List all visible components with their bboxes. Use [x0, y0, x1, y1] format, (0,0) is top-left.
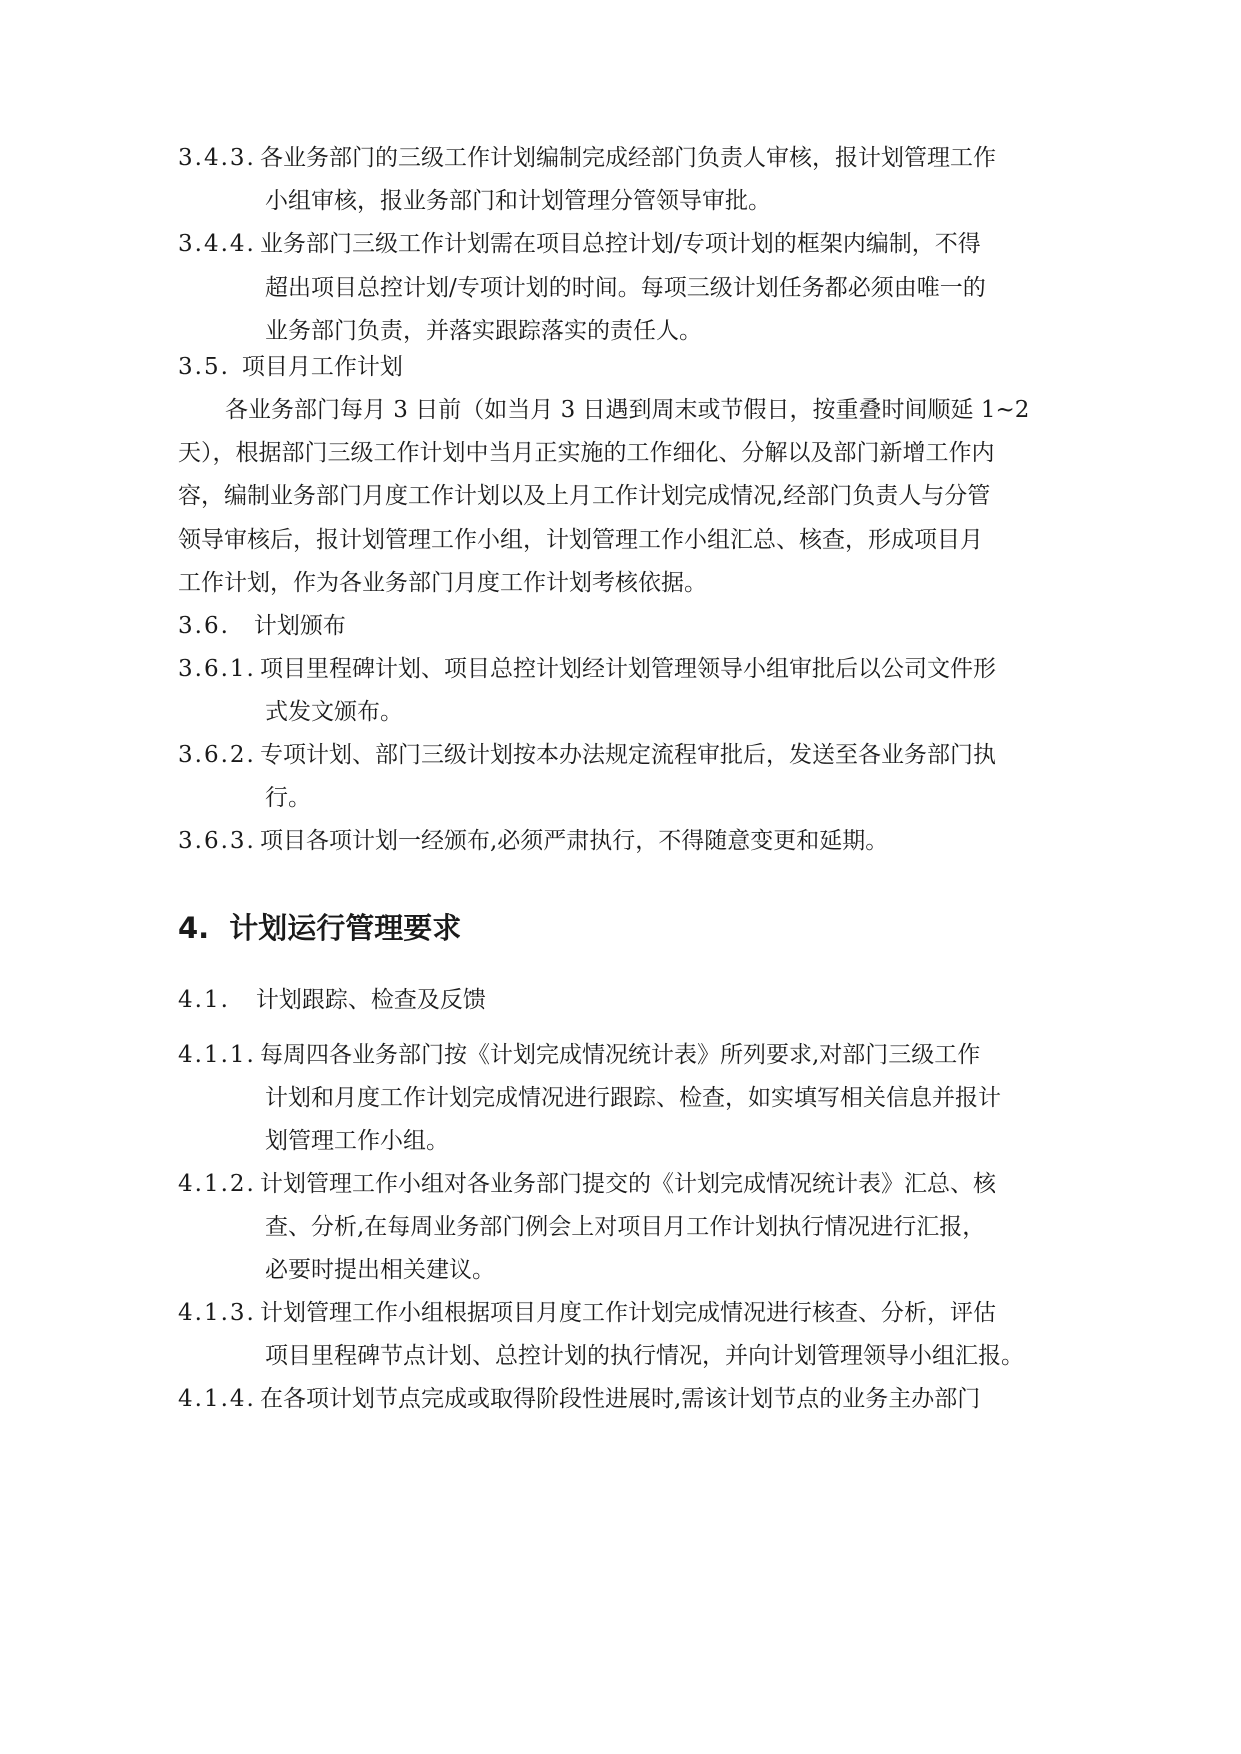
- clause-line: 每周四各业务部门按《计划完成情况统计表》所列要求,对部门三级工作: [260, 1042, 981, 1068]
- section-3-6-heading: [178, 611, 346, 641]
- chapter-4-heading: [178, 908, 461, 948]
- section-number: 4.1.: [178, 987, 230, 1013]
- clause-3-6-2: [178, 740, 996, 770]
- paragraph-line: 天），根据部门三级工作计划中当月正实施的工作细化、分解以及部门新增工作内: [178, 440, 995, 466]
- paragraph-line: 工作计划，作为各业务部门月度工作计划考核依据。: [178, 570, 707, 596]
- clause-number: 4.1.1.: [178, 1042, 256, 1068]
- section-title: 计划颁布: [253, 613, 346, 639]
- clause-3-4-3: [178, 143, 996, 173]
- clause-4-1-2: [178, 1169, 996, 1199]
- clause-line: 小组审核，报业务部门和计划管理分管领导审批。: [265, 188, 771, 214]
- section-number: 3.5.: [178, 354, 230, 380]
- section-number: 3.6.: [178, 613, 230, 639]
- clause-number: 4.1.4.: [178, 1386, 256, 1412]
- clause-3-4-4: [178, 229, 981, 259]
- clause-line: 项目各项计划一经颁布,必须严肃执行，不得随意变更和延期。: [260, 828, 889, 854]
- clause-number: 3.6.3.: [178, 828, 256, 854]
- clause-line: 必要时提出相关建议。: [265, 1257, 495, 1283]
- clause-line: 各业务部门的三级工作计划编制完成经部门负责人审核，报计划管理工作: [260, 145, 996, 171]
- section-title: 计划跟踪、检查及反馈: [255, 987, 486, 1013]
- section-3-5-heading: [178, 352, 403, 382]
- chapter-number: 4.: [178, 911, 210, 945]
- clause-line: 行。: [265, 785, 311, 811]
- clause-line: 在各项计划节点完成或取得阶段性进展时,需该计划节点的业务主办部门: [260, 1386, 981, 1412]
- clause-3-6-1: [178, 654, 996, 684]
- clause-4-1-3: [178, 1298, 996, 1328]
- clause-line: 项目里程碑计划、项目总控计划经计划管理领导小组审批后以公司文件形: [260, 656, 996, 682]
- clause-4-1-4: [178, 1384, 980, 1414]
- clause-line: 计划管理工作小组对各业务部门提交的《计划完成情况统计表》汇总、核: [260, 1171, 996, 1197]
- paragraph-line: 各业务部门每月 3 日前（如当月 3 日遇到周末或节假日，按重叠时间顺延 1~2: [225, 397, 1030, 423]
- clause-line: 式发文颁布。: [265, 699, 403, 725]
- chapter-title: 计划运行管理要求: [229, 911, 462, 945]
- clause-number: 3.4.4.: [178, 231, 256, 257]
- clause-line: 业务部门三级工作计划需在项目总控计划/专项计划的框架内编制，不得: [260, 231, 981, 257]
- paragraph-line: 领导审核后，报计划管理工作小组，计划管理工作小组汇总、核查，形成项目月: [178, 527, 983, 553]
- section-4-1-heading: [178, 985, 486, 1015]
- clause-line: 业务部门负责，并落实跟踪落实的责任人。: [265, 318, 702, 344]
- clause-4-1-1: [178, 1040, 980, 1070]
- section-title: 项目月工作计划: [241, 354, 403, 380]
- clause-line: 项目里程碑节点计划、总控计划的执行情况，并向计划管理领导小组汇报。: [265, 1343, 1024, 1369]
- clause-line: 计划管理工作小组根据项目月度工作计划完成情况进行核查、分析，评估: [260, 1300, 996, 1326]
- clause-line: 查、分析,在每周业务部门例会上对项目月工作计划执行情况进行汇报，: [265, 1214, 986, 1240]
- clause-line: 超出项目总控计划/专项计划的时间。每项三级计划任务都必须由唯一的: [265, 275, 986, 301]
- clause-number: 3.6.2.: [178, 742, 256, 768]
- clause-3-6-3: [178, 826, 888, 856]
- clause-line: 划管理工作小组。: [265, 1128, 449, 1154]
- clause-number: 4.1.2.: [178, 1171, 256, 1197]
- clause-line: 专项计划、部门三级计划按本办法规定流程审批后，发送至各业务部门执: [260, 742, 996, 768]
- paragraph-line: 容，编制业务部门月度工作计划以及上月工作计划完成情况,经部门负责人与分管: [178, 483, 991, 509]
- clause-number: 4.1.3.: [178, 1300, 256, 1326]
- clause-number: 3.4.3.: [178, 145, 256, 171]
- clause-line: 计划和月度工作计划完成情况进行跟踪、检查，如实填写相关信息并报计: [265, 1085, 1001, 1111]
- clause-number: 3.6.1.: [178, 656, 256, 682]
